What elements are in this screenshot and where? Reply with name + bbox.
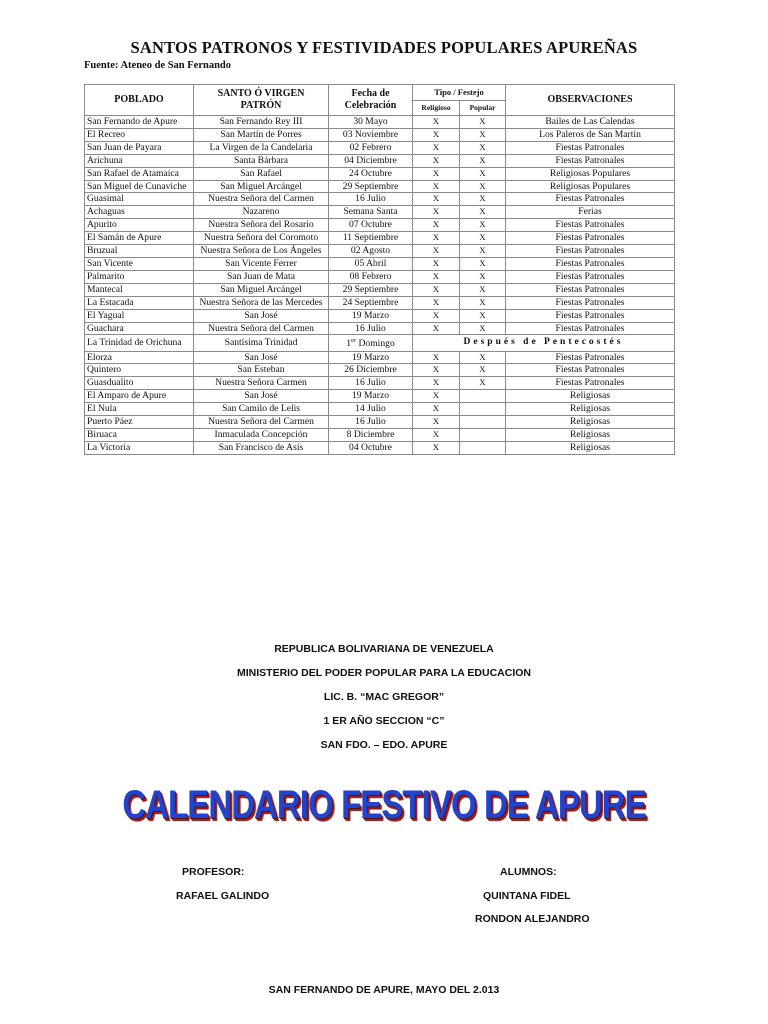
profesor-name: RAFAEL GALINDO	[176, 890, 270, 902]
cell-religioso: X	[413, 257, 460, 270]
cell-fecha: 02 Febrero	[329, 141, 413, 154]
calendar-title: CALENDARIO FESTIVO DE APURE	[122, 783, 646, 827]
header-fecha: Fecha de Celebración	[329, 85, 413, 116]
cell-religioso: X	[413, 270, 460, 283]
table-row	[85, 403, 675, 416]
cell-fecha: 04 Diciembre	[329, 154, 413, 167]
header-religioso: Religioso	[413, 100, 460, 116]
document-title: SANTOS PATRONOS Y FESTIVIDADES POPULARES APUREÑAS	[130, 38, 638, 57]
cell-observaciones: Fiestas Patronales	[506, 141, 675, 154]
table-row	[85, 206, 675, 219]
cell-popular: X	[460, 167, 506, 180]
cell-popular: X	[460, 257, 506, 270]
fecha-text: Domingo	[356, 338, 395, 350]
cell-popular: X	[460, 154, 506, 167]
cell-observaciones: Fiestas Patronales	[506, 232, 675, 245]
cell-observaciones: Fiestas Patronales	[506, 154, 675, 167]
section-line: 1 ER AÑO SECCION “C”	[323, 715, 445, 727]
cell-observaciones: Religiosas	[506, 403, 675, 416]
cell-religioso: X	[413, 128, 460, 141]
cell-religioso: X	[413, 193, 460, 206]
cell-fecha: 29 Septiembre	[329, 180, 413, 193]
cell-popular	[460, 390, 506, 403]
cell-religioso: X	[413, 296, 460, 309]
alumnos-label: ALUMNOS:	[500, 866, 557, 878]
cell-popular: X	[460, 116, 506, 129]
cell-santo: San Juan de Mata	[194, 270, 329, 283]
cell-observaciones: Ferias	[506, 206, 675, 219]
cell-santo: San Esteban	[194, 364, 329, 377]
table-row	[85, 377, 675, 390]
cell-poblado: La Trinidad de Orichuna	[85, 335, 194, 351]
cell-fecha: 24 Septiembre	[329, 296, 413, 309]
cell-santo: San Miguel Arcángel	[194, 180, 329, 193]
cell-poblado: San Rafael de Atamaica	[85, 167, 194, 180]
table-row	[85, 335, 675, 351]
cell-popular: X	[460, 364, 506, 377]
alumno-name-2: RONDON ALEJANDRO	[475, 913, 590, 925]
table-row	[85, 128, 675, 141]
cell-fecha: 16 Julio	[329, 377, 413, 390]
cell-poblado: Mantecal	[85, 283, 194, 296]
cell-poblado: San Vicente	[85, 257, 194, 270]
table-row	[85, 154, 675, 167]
cell-observaciones: Bailes de Las Calendas	[506, 116, 675, 129]
cell-popular: X	[460, 245, 506, 258]
table-row	[85, 141, 675, 154]
cell-santo: San José	[194, 390, 329, 403]
cell-poblado: Apurito	[85, 219, 194, 232]
cell-santo: Nuestra Señora del Carmen	[194, 416, 329, 429]
cell-religioso: X	[413, 167, 460, 180]
cell-popular	[460, 441, 506, 454]
cell-religioso: X	[413, 232, 460, 245]
cell-santo: Nuestra Señora del Carmen	[194, 322, 329, 335]
cell-fecha: 05 Abril	[329, 257, 413, 270]
cell-poblado: Achaguas	[85, 206, 194, 219]
cell-poblado: Biruaca	[85, 428, 194, 441]
table-row	[85, 167, 675, 180]
cell-popular: X	[460, 351, 506, 364]
cell-santo: Nuestra Señora de las Mercedes	[194, 296, 329, 309]
cell-popular: X	[460, 219, 506, 232]
cell-poblado: San Fernando de Apure	[85, 116, 194, 129]
cell-popular	[460, 416, 506, 429]
cell-poblado: Quintero	[85, 364, 194, 377]
cell-santo: San Martín de Porres	[194, 128, 329, 141]
cell-santo: Nuestra Señora Carmen	[194, 377, 329, 390]
cell-observaciones: Religiosas	[506, 428, 675, 441]
table-row	[85, 257, 675, 270]
cell-religioso: X	[413, 309, 460, 322]
footer-line: SAN FERNANDO DE APURE, MAYO DEL 2.013	[268, 984, 500, 996]
cell-popular: X	[460, 232, 506, 245]
cell-religioso: X	[413, 377, 460, 390]
table-row	[85, 441, 675, 454]
cell-popular: X	[460, 180, 506, 193]
cell-santo: San Fernando Rey III	[194, 116, 329, 129]
cell-fecha: 14 Julio	[329, 403, 413, 416]
cell-religioso: X	[413, 180, 460, 193]
cell-fecha: 03 Noviembre	[329, 128, 413, 141]
cell-santo: San José	[194, 351, 329, 364]
cell-popular: X	[460, 193, 506, 206]
header-santo: SANTO Ó VIRGEN PATRÓN	[194, 85, 329, 116]
cell-religioso: X	[413, 390, 460, 403]
cell-observaciones: Fiestas Patronales	[506, 193, 675, 206]
cell-observaciones: Fiestas Patronales	[506, 351, 675, 364]
cell-santo: Santa Bárbara	[194, 154, 329, 167]
cell-santo: La Virgen de la Candelaria	[194, 141, 329, 154]
cell-poblado: San Miguel de Cunaviche	[85, 180, 194, 193]
cell-religioso: X	[413, 206, 460, 219]
cell-poblado: Guasdualito	[85, 377, 194, 390]
cell-poblado: El Nula	[85, 403, 194, 416]
cell-popular: X	[460, 141, 506, 154]
cell-observaciones: Fiestas Patronales	[506, 245, 675, 258]
cell-fecha: 08 Febrero	[329, 270, 413, 283]
cell-popular: X	[460, 309, 506, 322]
cell-santo: San Francisco de Asís	[194, 441, 329, 454]
header-tipo: Tipo / Festejo	[413, 85, 506, 101]
table-row	[85, 351, 675, 364]
cell-poblado: El Recreo	[85, 128, 194, 141]
cell-popular: X	[460, 283, 506, 296]
table-row	[85, 270, 675, 283]
header-popular: Popular	[460, 100, 506, 116]
cell-fecha: 19 Marzo	[329, 390, 413, 403]
alumno-name-1: QUINTANA FIDEL	[483, 890, 571, 902]
table-row	[85, 245, 675, 258]
cell-observaciones: Religiosas Populares	[506, 167, 675, 180]
fecha-number: 1	[346, 338, 352, 350]
cell-popular	[460, 428, 506, 441]
cell-observaciones: Fiestas Patronales	[506, 283, 675, 296]
cell-observaciones: Religiosas	[506, 441, 675, 454]
table-body	[85, 116, 675, 455]
cell-fecha: 02 Agosto	[329, 245, 413, 258]
cell-observaciones: Religiosas Populares	[506, 180, 675, 193]
cell-fecha: 11 Septiembre	[329, 232, 413, 245]
cell-poblado: Arichuna	[85, 154, 194, 167]
cell-santo: San José	[194, 309, 329, 322]
cell-observaciones: Fiestas Patronales	[506, 270, 675, 283]
cell-poblado: Puerto Páez	[85, 416, 194, 429]
cell-religioso: X	[413, 141, 460, 154]
cell-religioso: X	[413, 219, 460, 232]
cell-fecha: 30 Mayo	[329, 116, 413, 129]
table-row	[85, 219, 675, 232]
cell-poblado: Palmarito	[85, 270, 194, 283]
cell-popular: X	[460, 270, 506, 283]
cell-observaciones: Fiestas Patronales	[506, 309, 675, 322]
cell-religioso: X	[413, 351, 460, 364]
table-row	[85, 428, 675, 441]
cell-observaciones: Fiestas Patronales	[506, 257, 675, 270]
cell-religioso: X	[413, 428, 460, 441]
header-observaciones: OBSERVACIONES	[506, 85, 675, 116]
cell-observaciones: Fiestas Patronales	[506, 364, 675, 377]
festivities-table	[84, 84, 675, 455]
header-row	[85, 85, 675, 101]
cell-religioso: X	[413, 364, 460, 377]
cell-poblado: Bruzual	[85, 245, 194, 258]
cell-fecha	[329, 335, 413, 351]
cell-poblado: San Juan de Payara	[85, 141, 194, 154]
cell-santo: San Rafael	[194, 167, 329, 180]
school-line: LIC. B. “MAC GREGOR”	[323, 691, 445, 703]
cell-observaciones: Fiestas Patronales	[506, 296, 675, 309]
cell-religioso: X	[413, 403, 460, 416]
cell-poblado: Elorza	[85, 351, 194, 364]
cell-poblado: Guachara	[85, 322, 194, 335]
cell-religioso: X	[413, 441, 460, 454]
cell-observaciones: Religiosas	[506, 416, 675, 429]
cell-santo: Nuestra Señora del Rosario	[194, 219, 329, 232]
cell-popular: X	[460, 296, 506, 309]
cell-popular: X	[460, 128, 506, 141]
cell-observaciones: Religiosas	[506, 390, 675, 403]
cell-observaciones: Los Paleros de San Martín	[506, 128, 675, 141]
cell-poblado: La Victoria	[85, 441, 194, 454]
cell-religioso: X	[413, 283, 460, 296]
table-row	[85, 232, 675, 245]
cell-popular	[460, 403, 506, 416]
cell-religioso: X	[413, 416, 460, 429]
cell-merged-note: Después de Pentecostés	[413, 335, 675, 351]
fecha-ordinal: er	[351, 337, 357, 345]
table-row	[85, 193, 675, 206]
cell-fecha: 29 Septiembre	[329, 283, 413, 296]
cell-religioso: X	[413, 116, 460, 129]
cell-religioso: X	[413, 322, 460, 335]
cell-fecha: Semana Santa	[329, 206, 413, 219]
cell-religioso: X	[413, 154, 460, 167]
cell-fecha: 19 Marzo	[329, 351, 413, 364]
table-row	[85, 416, 675, 429]
cell-fecha: 16 Julio	[329, 193, 413, 206]
cell-fecha: 04 Octubre	[329, 441, 413, 454]
republic-line: REPUBLICA BOLIVARIANA DE VENEZUELA	[274, 643, 494, 655]
cell-fecha: 26 Diciembre	[329, 364, 413, 377]
cell-santo: Nuestra Señora de Los Ángeles	[194, 245, 329, 258]
cell-santo: San Miguel Arcángel	[194, 283, 329, 296]
cell-santo: Nazareno	[194, 206, 329, 219]
cell-popular: X	[460, 377, 506, 390]
cell-santo: Nuestra Señora del Carmen	[194, 193, 329, 206]
table-row	[85, 390, 675, 403]
cell-observaciones: Fiestas Patronales	[506, 219, 675, 232]
cell-popular: X	[460, 206, 506, 219]
cell-fecha: 24 Octubre	[329, 167, 413, 180]
cell-religioso: X	[413, 245, 460, 258]
cell-poblado: La Estacada	[85, 296, 194, 309]
source-note: Fuente: Ateneo de San Fernando	[84, 60, 231, 71]
header-poblado: POBLADO	[85, 85, 194, 116]
cell-santo: Inmaculada Concepción	[194, 428, 329, 441]
cell-fecha: 8 Diciembre	[329, 428, 413, 441]
cell-observaciones: Fiestas Patronales	[506, 322, 675, 335]
cell-fecha: 16 Julio	[329, 322, 413, 335]
cell-santo: San Vicente Ferrer	[194, 257, 329, 270]
table-row	[85, 180, 675, 193]
table-row	[85, 296, 675, 309]
cell-fecha: 19 Marzo	[329, 309, 413, 322]
table-row	[85, 283, 675, 296]
cell-fecha: 16 Julio	[329, 416, 413, 429]
cell-popular: X	[460, 322, 506, 335]
cell-poblado: El Samán de Apure	[85, 232, 194, 245]
cell-poblado: El Amparo de Apure	[85, 390, 194, 403]
cell-santo: Santísima Trinidad	[194, 335, 329, 351]
table-row	[85, 116, 675, 129]
cell-santo: San Camilo de Lelis	[194, 403, 329, 416]
cell-fecha: 07 Octubre	[329, 219, 413, 232]
table-row	[85, 322, 675, 335]
cell-poblado: Guasimal	[85, 193, 194, 206]
table-row	[85, 364, 675, 377]
profesor-label: PROFESOR:	[182, 866, 245, 878]
cell-poblado: El Yagual	[85, 309, 194, 322]
location-line: SAN FDO. – EDO. APURE	[320, 739, 448, 751]
table-row	[85, 309, 675, 322]
cell-observaciones: Fiestas Patronales	[506, 377, 675, 390]
ministry-line: MINISTERIO DEL PODER POPULAR PARA LA EDUCACION	[236, 667, 531, 679]
cell-santo: Nuestra Señora del Coromoto	[194, 232, 329, 245]
